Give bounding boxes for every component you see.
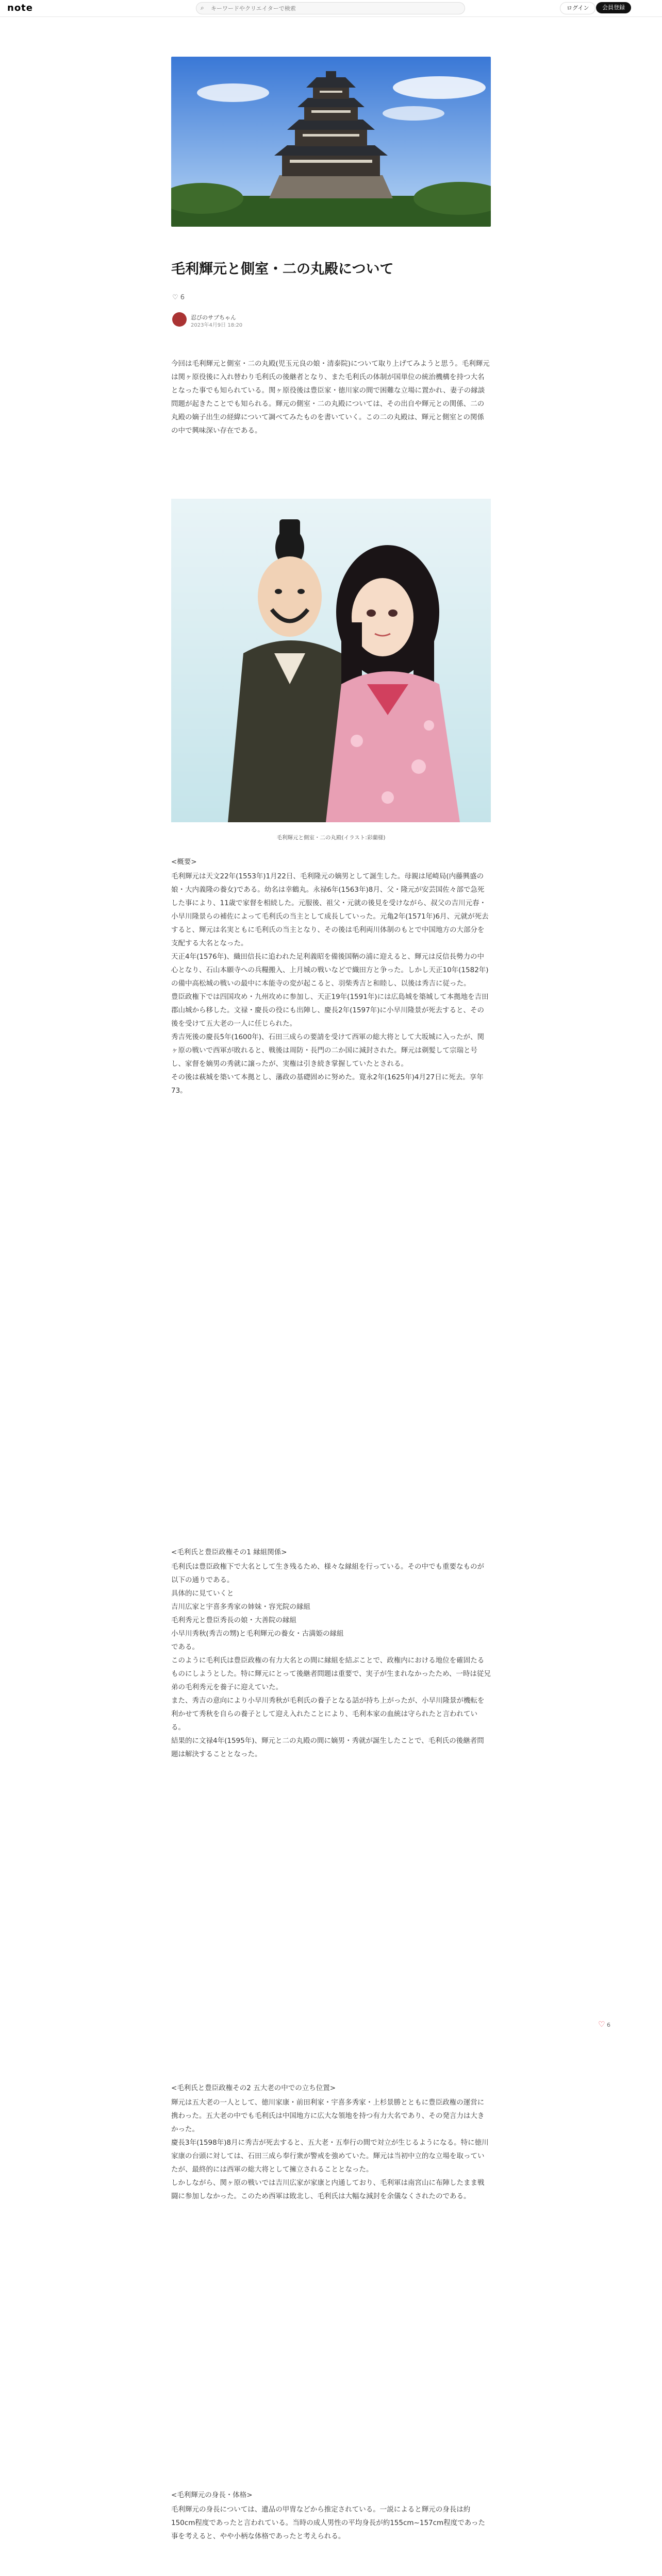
paragraph: しかしながら、関ヶ原の戦いでは吉川広家が家康と内通しており、毛利軍は南宮山に布陣したまま戦闘に参加しなかった。このため西軍は敗北し、毛利氏は大幅な減封を余儀なくされたのである。 — [171, 2179, 485, 2200]
section-overview — [171, 855, 491, 1097]
like-count: 6 — [180, 294, 185, 301]
section-five-elders — [171, 2081, 491, 2203]
list-item: 吉川広家と宇喜多秀家の姉妹・容光院の縁組 — [171, 1603, 310, 1611]
paragraph: 毛利輝元は天文22年(1553年)1月22日、毛利隆元の嫡男として誕生した。母親は尾崎局(内藤興盛の娘・大内義隆の養女)である。幼名は幸鶴丸。永禄6年(1563年)8月、父・隆元が安芸国佐々部で急死した事により、11歳で家督を相続した。元服後、祖父・元就の後見を受けながら、叔父の吉川元春・小早川隆景らの補佐によって毛利氏の当主として成長していった。元亀2年(1571年)6月、元就が死去すると、輝元は名実ともに毛利氏の当主となり、その後は毛利両川体制のもとで中国地方の大部分を支配する大名となった。 — [171, 872, 489, 947]
list-item: である。 — [171, 1643, 199, 1651]
section-marriages — [171, 1546, 491, 1761]
floating-like-button[interactable] — [598, 2020, 610, 2029]
paragraph: 秀吉死後の慶長5年(1600年)、石田三成らの要請を受けて西軍の総大将として大坂城に入ったが、関ヶ原の戦いで西軍が敗れると、戦後は周防・長門の二か国に減封された。輝元は剃髪して宗瑞と号し、家督を嫡男の秀就に譲ったが、実権は引き続き掌握していたとされる。 — [171, 1033, 484, 1068]
paragraph: 毛利輝元の身長については、遺品の甲冑などから推定されている。一説によると輝元の身長は約150cm程度であったと言われている。当時の成人男性の平均身長が約155cm~157cm程度であった事を考えると、やや小柄な体格であったと考えられる。 — [171, 2505, 486, 2540]
list-item: 毛利秀元と豊臣秀長の娘・大善院の縁組 — [171, 1616, 296, 1624]
search-input[interactable] — [210, 4, 459, 13]
section-heading: <毛利氏と豊臣政権その1 縁組関係> — [171, 1548, 287, 1556]
illustration-image — [171, 499, 491, 822]
section-heading: <毛利輝元の身長・体格> — [171, 2491, 253, 2499]
paragraph: 慶長3年(1598年)8月に秀吉が死去すると、五大老・五奉行の間で対立が生じるようになる。特に徳川家康の台頭に対しては、石田三成ら奉行衆が警戒を強めていた。輝元は当初中立的な立場を取っていたが、最終的には西軍の総大将として擁立されることとなった。 — [171, 2139, 489, 2174]
paragraph: その後は萩城を築いて本拠とし、藩政の基礎固めに努めた。寛永2年(1625年)4月27日に死去。享年73。 — [171, 1073, 484, 1095]
paragraph: 天正4年(1576年)、織田信長に追われた足利義昭を備後国鞆の浦に迎えると、輝元は反信長勢力の中心となり、石山本願寺への兵糧搬入、上月城の戦いなどで織田方と争った。しかし天正10年(1582年)の備中高松城の戦いの最中に本能寺の変が起こると、羽柴秀吉と和睦し、以後は秀吉に従った。 — [171, 953, 489, 988]
paragraph: 輝元は五大老の一人として、徳川家康・前田利家・宇喜多秀家・上杉景勝とともに豊臣政権の運営に携わった。五大老の中でも毛利氏は中国地方に広大な領地を持つ有力大名であり、その発言力は大きかった。 — [171, 2098, 485, 2133]
login-button[interactable]: ログイン — [560, 2, 595, 14]
article-title: 毛利輝元と側室・二の丸殿について — [171, 261, 394, 277]
site-header — [0, 0, 662, 17]
list-item: 具体的に見ていくと — [171, 1589, 234, 1598]
paragraph: また、秀吉の意向により小早川秀秋が毛利氏の養子となる話が持ち上がったが、小早川隆景が機転を利かせて秀秋を自らの養子として迎え入れたことにより、毛利本家の血統は守られたと言われている。 — [171, 1697, 485, 1732]
paragraph: 毛利氏は豊臣政権下で大名として生き残るため、様々な縁組を行っている。その中でも重要なものが以下の通りである。 — [171, 1563, 484, 1584]
intro-paragraph: 今回は毛利輝元と側室・二の丸殿(児玉元良の娘・清泰院)について取り上げてみようと思う。毛利輝元は関ヶ原役後に入れ替わり毛利氏の後継者となり、また毛利氏の体制が国単位の統治機構を持つ大名となった事でも知られている。関ヶ原役後は豊臣家・徳川家の間で困難な立場に置かれ、妻子の縁談問題が起きたことでも知られる。輝元の側室・二の丸殿については、その出自や輝元との関係、二の丸殿の嫡子出生の経緯について調べてみたものを書いていく。この二の丸殿は、輝元と側室との関係の中で興味深い存在である。 — [171, 360, 490, 435]
author-avatar[interactable] — [172, 312, 187, 327]
paragraph: このように毛利氏は豊臣政権の有力大名との間に縁組を結ぶことで、政権内における地位を確固たるものにしようとした。特に輝元にとって後継者問題は重要で、実子が生まれなかったため、一時は従兄弟の毛利秀元を養子に迎えていた。 — [171, 1656, 491, 1691]
paragraph: 結果的に文禄4年(1595年)、輝元と二の丸殿の間に嫡男・秀就が誕生したことで、毛利氏の後継者問題は解決することとなった。 — [171, 1737, 484, 1758]
publish-date: 2023年4月9日 18:20 — [191, 323, 243, 328]
heart-icon: ♡ — [172, 294, 178, 301]
hero-castle-image — [171, 57, 491, 227]
illustration-caption: 毛利輝元と側室・二の丸殿(イラスト:彩蘭様) — [276, 835, 386, 841]
top-like-count[interactable] — [172, 294, 185, 301]
heart-icon: ♡ — [598, 2020, 605, 2029]
like-count: 6 — [606, 2022, 610, 2028]
note-logo[interactable]: note — [7, 3, 33, 13]
paragraph: 豊臣政権下では四国攻め・九州攻めに参加し、天正19年(1591年)には広島城を築城して本拠地を吉田郡山城から移した。文禄・慶長の役にも出陣し、慶長2年(1597年)に小早川隆景が死去すると、その後を受けて五大老の一人に任じられた。 — [171, 993, 489, 1028]
search-icon: ⌕ — [201, 4, 204, 11]
section-height — [171, 2488, 491, 2543]
section-heading: <概要> — [171, 858, 197, 866]
list-item: 小早川秀秋(秀吉の甥)と毛利輝元の養女・古満姫の縁組 — [171, 1630, 344, 1638]
signup-button[interactable]: 会員登録 — [596, 2, 631, 13]
author-name[interactable]: 忍びのサブちゃん — [191, 314, 236, 321]
section-heading: <毛利氏と豊臣政権その2 五大老の中での立ち位置> — [171, 2084, 336, 2092]
search-bar[interactable] — [196, 2, 465, 14]
